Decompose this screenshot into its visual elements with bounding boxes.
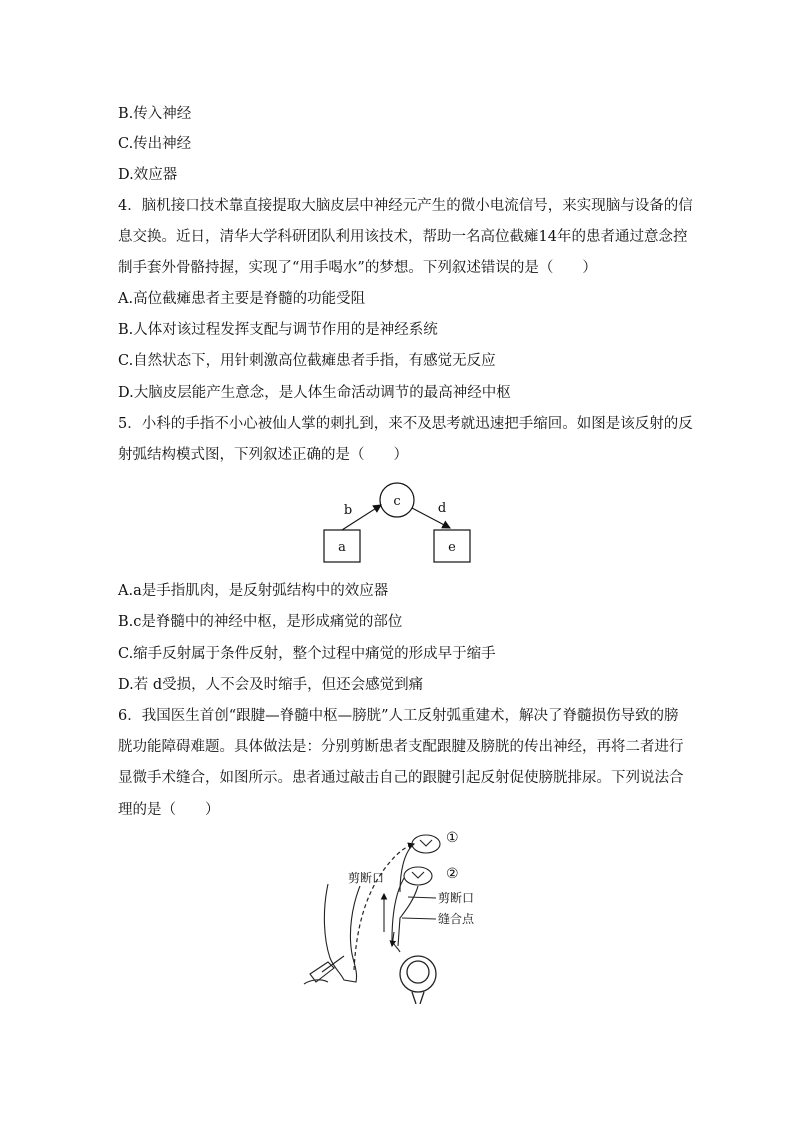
q5-option-d: D.若 d受损，人不会及时缩手，但还会感觉到痛 (118, 677, 424, 693)
reflex-arc-diagram (310, 478, 490, 570)
q3-option-d: D.效应器 (118, 167, 178, 183)
label-a: a (338, 540, 346, 555)
label-cut-left: 剪断口 (348, 871, 385, 885)
q4-option-b: B.人体对该过程发挥支配与调节作用的是神经系统 (118, 322, 438, 338)
q6-stem-line-2: 胱功能障碍难题。具体做法是：分别剪断患者支配跟腱及膀胱的传出神经，再将二者进行 (118, 739, 684, 755)
q6-stem-line-3: 显微手术缝合，如图所示。患者通过敲击自己的跟腱引起反射促使膀胱排尿。下列说法合 (118, 770, 684, 786)
spinal-cord-segment-1 (412, 835, 440, 853)
q4-option-c: C.自然状态下，用针刺激高位截瘫患者手指，有感觉无反应 (118, 353, 496, 369)
q6-stem-line-1: 6．我国医生首创“跟腱—脊髓中枢—膀胱”人工反射弧重建术，解决了脊髓损伤导致的膀 (118, 708, 679, 724)
q6-stem-line-4: 理的是（ ） (118, 802, 220, 818)
label-circled-2: ② (446, 866, 459, 882)
nerve-fibers (392, 846, 418, 952)
q3-option-c: C.传出神经 (118, 136, 192, 152)
q4-stem-line-2: 息交换。近日，清华大学科研团队利用该技术，帮助一名高位截瘫14年的患者通过意念控 (118, 229, 688, 245)
pointer-cut (408, 897, 436, 898)
label-circled-1: ① (446, 830, 459, 846)
leg-with-hammer (304, 884, 360, 984)
label-d: d (437, 501, 447, 516)
q5-option-b: B.c是脊髓中的神经中枢，是形成痛觉的部位 (118, 614, 403, 630)
label-b: b (343, 503, 353, 518)
artificial-reflex-arc-figure (300, 822, 500, 1004)
q5-stem-line-2: 射弧结构模式图，下列叙述正确的是（ ） (118, 447, 408, 463)
label-cut-right: 剪断口 (438, 891, 475, 905)
pointer-suture (402, 918, 436, 919)
label-suture-point: 缝合点 (438, 912, 475, 926)
bladder (400, 956, 436, 1004)
label-c: c (393, 494, 401, 509)
spinal-cord-segment-2 (404, 867, 432, 885)
q4-option-a: A.高位截瘫患者主要是脊髓的功能受阻 (118, 291, 366, 307)
q4-stem-line-1: 4．脑机接口技术靠直接提取大脑皮层中神经元产生的微小电流信号，来实现脑与设备的信 (118, 198, 693, 214)
q5-option-a: A.a是手指肌肉，是反射弧结构中的效应器 (118, 583, 389, 599)
label-e: e (448, 540, 456, 555)
q3-option-b: B.传入神经 (118, 106, 192, 122)
q4-option-d: D.大脑皮层能产生意念，是人体生命活动调节的最高神经中枢 (118, 385, 511, 401)
q5-stem-line-1: 5．小科的手指不小心被仙人掌的刺扎到，来不及思考就迅速把手缩回。如图是该反射的反 (118, 416, 693, 432)
q4-stem-line-3: 制手套外骨骼持握，实现了“用手喝水”的梦想。下列叙述错误的是（ ） (118, 260, 597, 276)
q5-option-c: C.缩手反射属于条件反射，整个过程中痛觉的形成早于缩手 (118, 646, 496, 662)
